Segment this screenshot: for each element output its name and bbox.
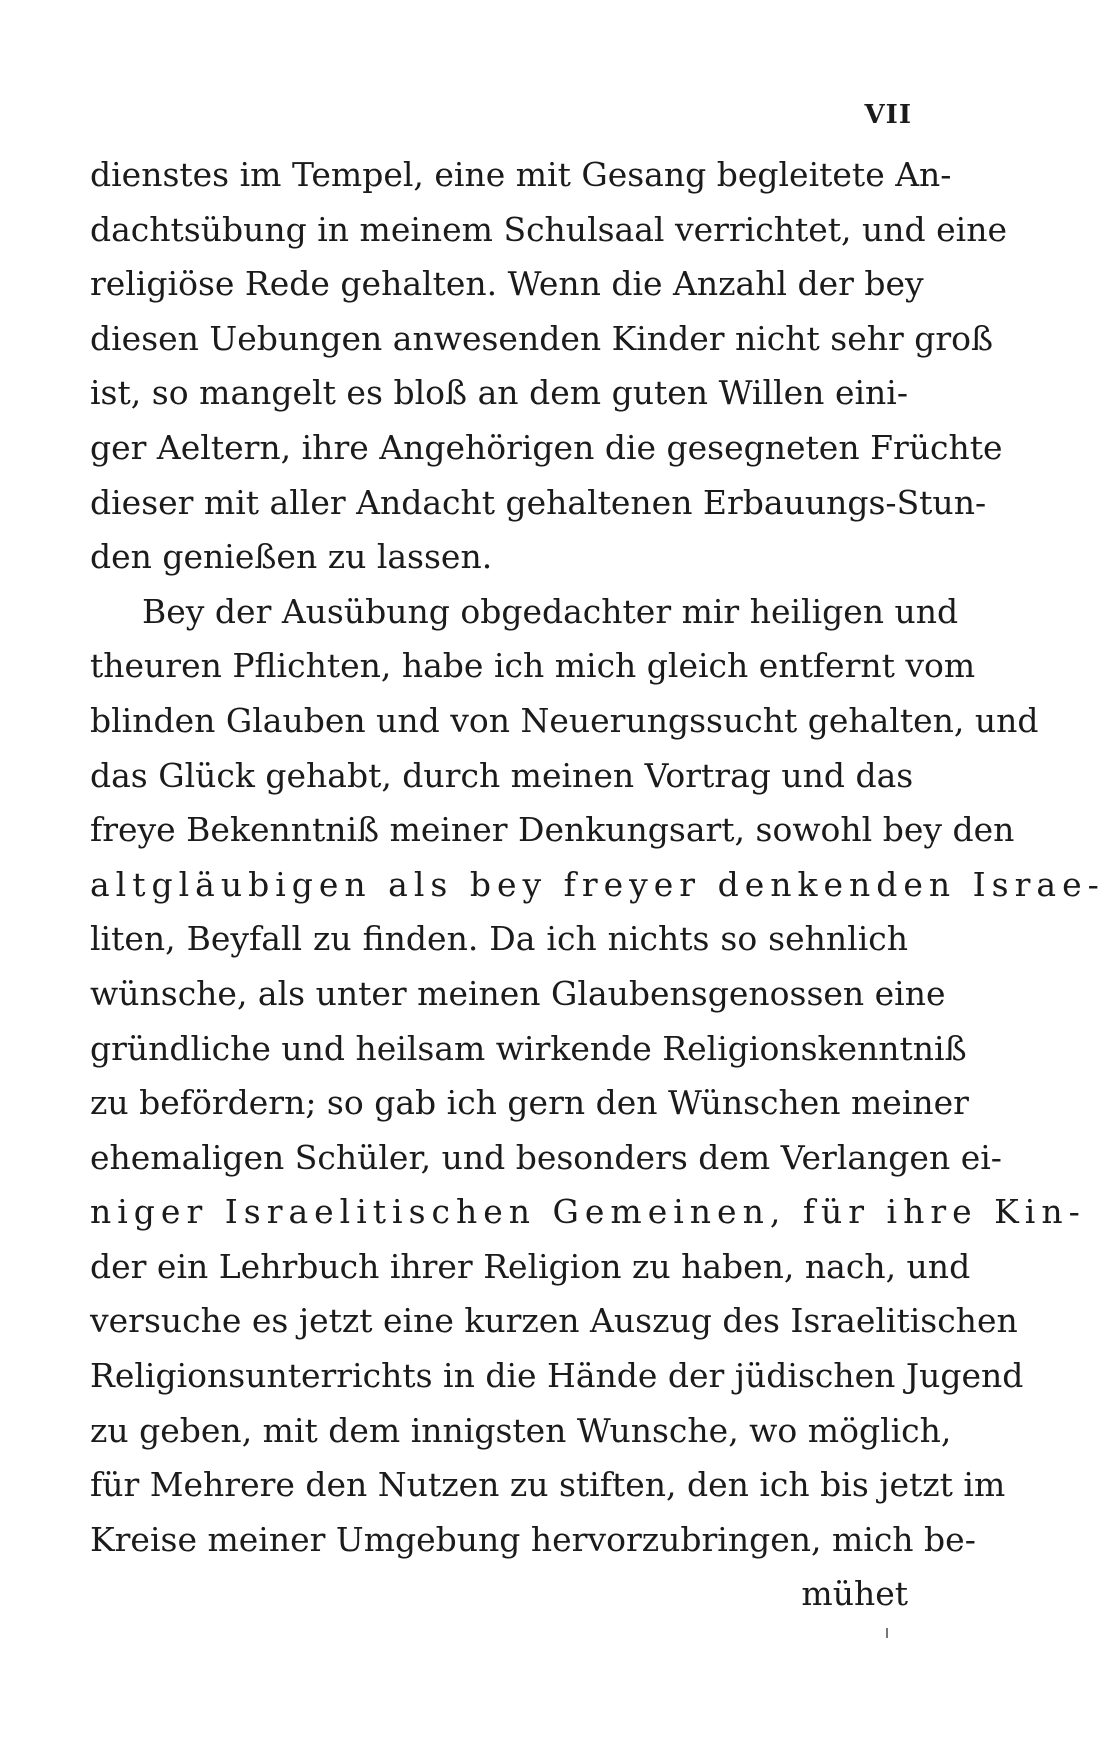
text-line: religiöse Rede gehalten. Wenn die Anzahl der bey [90,264,924,304]
text-line: der ein Lehrbuch ihrer Religion zu haben, nach, und [90,1246,971,1286]
text-line: ehemaligen Schüler, und besonders dem Verlangen ei- [90,1137,1002,1177]
body-text [90,148,1105,1622]
text-line: dienstes im Tempel, eine mit Gesang begleitete An- [90,155,952,194]
text-line: blinden Glauben und von Neuerungssucht gehalten, und [90,700,1039,740]
text-line: dachtsübung in meinem Schulsaal verrichtet, und eine [90,209,1007,249]
text-line: zu befördern; so gab ich gern den Wünschen meiner [90,1083,969,1123]
text-line: theuren Pflichten, habe ich mich gleich entfernt vom [90,646,976,686]
text-line: versuche es jetzt eine kurzen Auszug des Israelitischen [90,1301,1018,1341]
catchword: mühet [801,1574,908,1614]
emphasized-line: altgläubigen als bey freyer denkenden Israe- [90,864,1105,904]
paragraph-end-line: den genießen zu lassen. [90,537,493,577]
text-line: zu geben, mit dem innigsten Wunsche, wo möglich, [90,1410,952,1450]
text-line: liten, Beyfall zu finden. Da ich nichts so sehnlich [90,919,908,959]
printing-mark [886,1628,888,1638]
text-line: ger Aeltern, ihre Angehörigen die gesegneten Früchte [90,427,1003,467]
text-line: das Glück gehabt, durch meinen Vortrag und das [90,755,914,795]
text-line: Religionsunterrichts in die Hände der jüdischen Jugend [90,1356,1024,1396]
text-line: Kreise meiner Umgebung hervorzubringen, mich be- [90,1519,976,1559]
text-line: ist, so mangelt es bloß an dem guten Willen eini- [90,373,908,413]
paragraph-start-line: Bey der Ausübung obgedachter mir heiligen und [142,591,959,631]
text-line: für Mehrere den Nutzen zu stiften, den ich bis jetzt im [90,1465,1006,1505]
text-line: wünsche, als unter meinen Glaubensgenossen eine [90,973,946,1013]
text-line: gründliche und heilsam wirkende Religionskenntniß [90,1028,967,1068]
emphasized-line: niger Israelitischen Gemeinen, für ihre Kin- [90,1192,1086,1232]
page-number: VII [864,100,912,130]
text-line: diesen Uebungen anwesenden Kinder nicht sehr groß [90,318,994,358]
text-line: freye Bekenntniß meiner Denkungsart, sowohl bey den [90,810,1015,850]
text-line: dieser mit aller Andacht gehaltenen Erbauungs-Stun- [90,482,987,522]
